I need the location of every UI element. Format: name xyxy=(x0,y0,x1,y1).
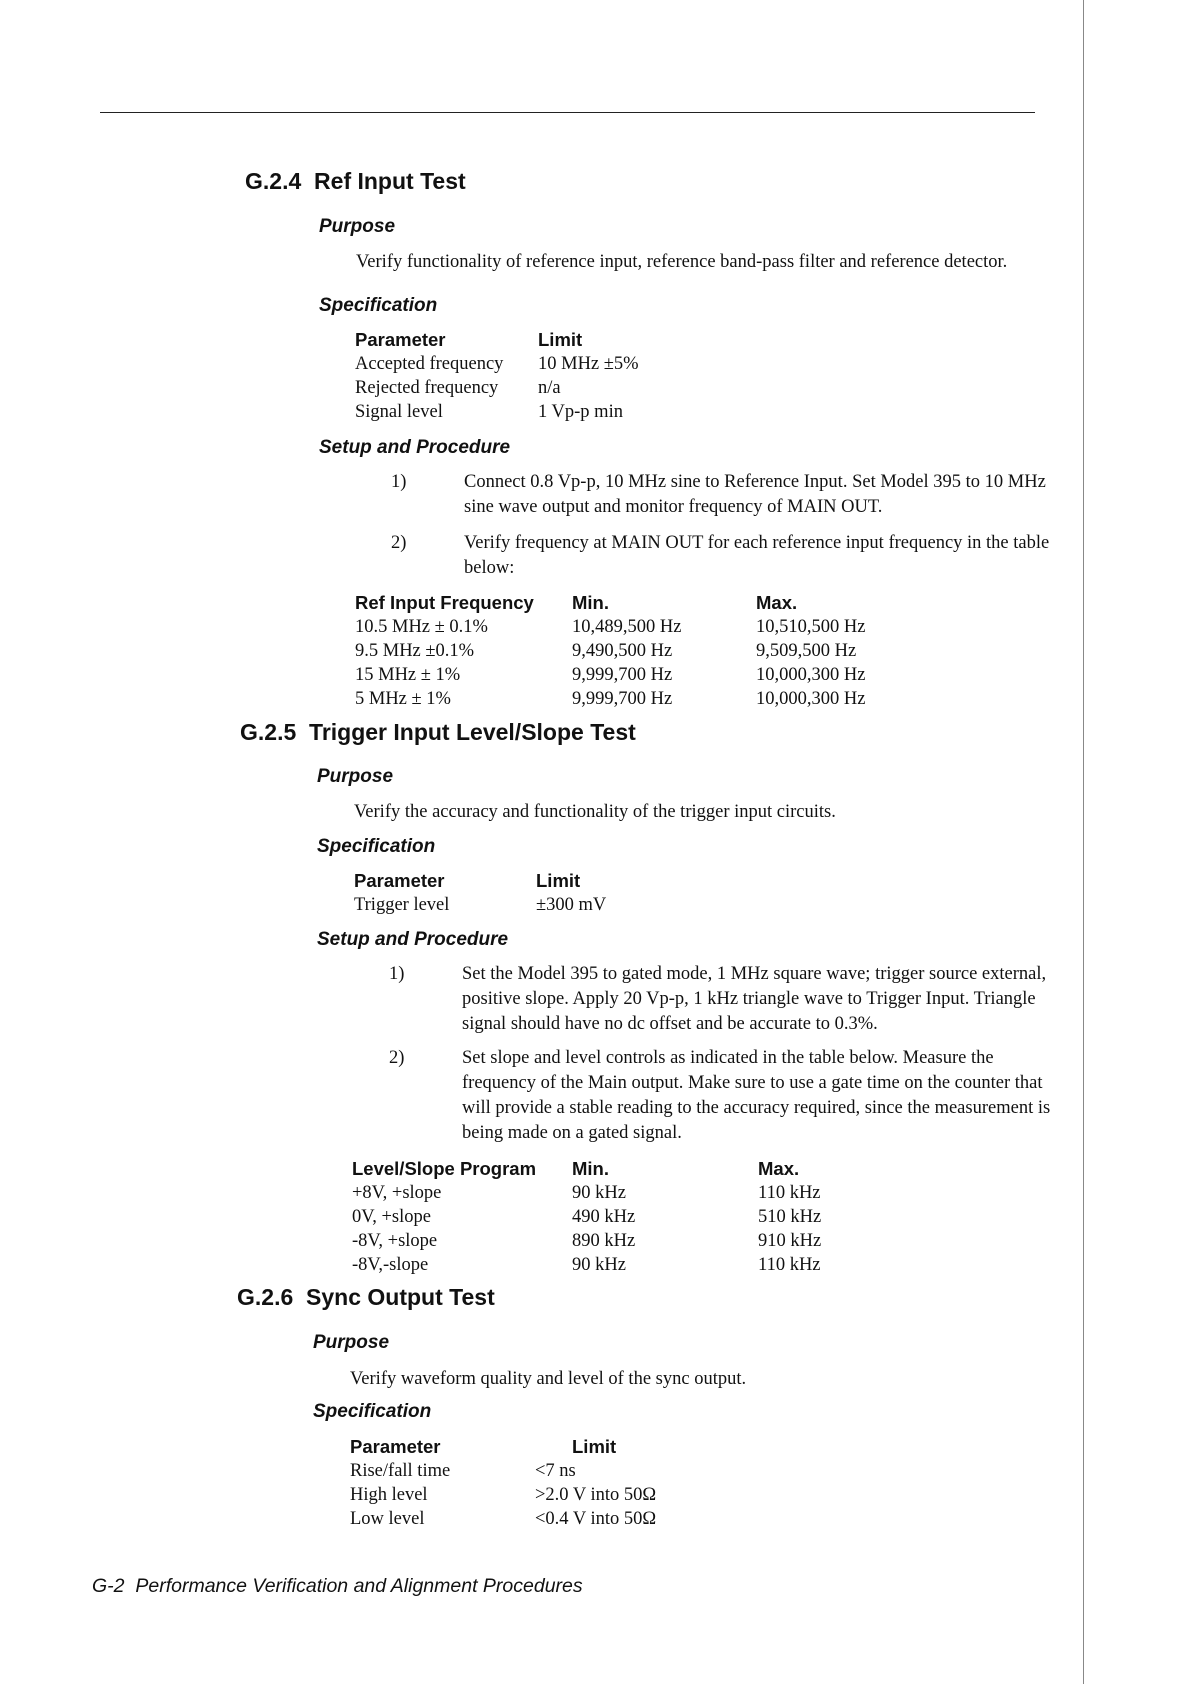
section-heading-g26 xyxy=(237,1284,495,1311)
specification-heading: Specification xyxy=(313,1401,432,1422)
table-cell: 9,509,500 Hz xyxy=(756,641,857,661)
table-cell: 90 kHz xyxy=(572,1183,626,1203)
table-cell: 15 MHz ± 1% xyxy=(355,665,461,685)
table-header: Level/Slope Program xyxy=(352,1158,537,1179)
page-edge-line xyxy=(1083,0,1084,1684)
spec-cell: Low level xyxy=(350,1509,425,1529)
step-text: Set slope and level controls as indicated in the table below. Measure the frequency of the Main output. Make sure to use a gate time on the counter that will provide a stable reading to the accuracy required, since the measurement is being made on a gated signal. xyxy=(462,1048,1051,1143)
spec-header-parameter: Parameter xyxy=(355,329,446,350)
section-number: G.2.6 xyxy=(237,1284,294,1310)
purpose-text: Verify functionality of reference input, reference band-pass filter and reference detector. xyxy=(356,252,1008,272)
step-text: Connect 0.8 Vp-p, 10 MHz sine to Reference Input. Set Model 395 to 10 MHz sine wave output and monitor frequency of MAIN OUT. xyxy=(464,472,1046,517)
specification-heading: Specification xyxy=(317,836,436,857)
spec-header-parameter: Parameter xyxy=(350,1436,441,1457)
purpose-heading: Purpose xyxy=(317,766,394,787)
spec-cell: 1 Vp-p min xyxy=(538,402,623,422)
section-title: Sync Output Test xyxy=(306,1284,495,1310)
step-text: Verify frequency at MAIN OUT for each reference input frequency in the table below: xyxy=(464,533,1050,578)
step-number: 1) xyxy=(389,964,405,984)
table-cell: 10,000,300 Hz xyxy=(756,689,866,709)
table-cell: -8V, +slope xyxy=(352,1231,438,1251)
table-cell: 10,000,300 Hz xyxy=(756,665,866,685)
table-cell: 490 kHz xyxy=(572,1207,636,1227)
step-number: 2) xyxy=(389,1048,405,1068)
table-header: Min. xyxy=(572,592,609,613)
table-cell: 110 kHz xyxy=(758,1183,821,1203)
spec-header-parameter: Parameter xyxy=(354,870,445,891)
spec-header-limit: Limit xyxy=(572,1436,617,1457)
table-cell: 110 kHz xyxy=(758,1255,821,1275)
spec-cell: n/a xyxy=(538,378,561,398)
table-header: Max. xyxy=(756,592,798,613)
section-number: G.2.5 xyxy=(240,719,297,745)
purpose-heading: Purpose xyxy=(313,1332,390,1353)
spec-header-limit: Limit xyxy=(536,870,581,891)
purpose-heading: Purpose xyxy=(319,216,396,237)
table-cell: 90 kHz xyxy=(572,1255,626,1275)
step-number: 1) xyxy=(391,472,407,492)
table-cell: +8V, +slope xyxy=(352,1183,442,1203)
setup-heading: Setup and Procedure xyxy=(319,437,511,458)
spec-cell: Trigger level xyxy=(354,895,450,915)
specification-heading: Specification xyxy=(319,295,438,316)
table-cell: 9,999,700 Hz xyxy=(572,689,673,709)
page-footer xyxy=(92,1575,583,1598)
table-cell: 9,490,500 Hz xyxy=(572,641,673,661)
table-cell: 9,999,700 Hz xyxy=(572,665,673,685)
table-header: Max. xyxy=(758,1158,800,1179)
spec-cell: Rise/fall time xyxy=(350,1461,451,1481)
purpose-text: Verify the accuracy and functionality of the trigger input circuits. xyxy=(354,802,836,822)
spec-cell: Accepted frequency xyxy=(355,354,504,374)
table-cell: 0V, +slope xyxy=(352,1207,431,1227)
spec-cell: ±300 mV xyxy=(536,895,607,915)
table-cell: -8V,-slope xyxy=(352,1255,429,1275)
purpose-text: Verify waveform quality and level of the sync output. xyxy=(350,1369,747,1389)
spec-cell: Rejected frequency xyxy=(355,378,499,398)
table-header: Ref Input Frequency xyxy=(355,592,534,613)
page-number: G-2 xyxy=(92,1575,125,1597)
header-rule xyxy=(100,112,1035,113)
step-text: Set the Model 395 to gated mode, 1 MHz square wave; trigger source external, positive slope. Apply 20 Vp-p, 1 kHz triangle wave to Trigger Input. Triangle signal should have no dc offset and be accurate to 0.3%. xyxy=(462,964,1047,1034)
section-heading-g24 xyxy=(245,168,466,195)
spec-header-limit: Limit xyxy=(538,329,583,350)
spec-cell: <0.4 V into 50Ω xyxy=(535,1509,657,1529)
spec-cell: High level xyxy=(350,1485,428,1505)
table-cell: 510 kHz xyxy=(758,1207,822,1227)
section-title: Trigger Input Level/Slope Test xyxy=(309,719,636,745)
table-cell: 910 kHz xyxy=(758,1231,822,1251)
table-cell: 890 kHz xyxy=(572,1231,636,1251)
table-cell: 10,489,500 Hz xyxy=(572,617,682,637)
section-heading-g25 xyxy=(240,719,636,746)
table-cell: 10.5 MHz ± 0.1% xyxy=(355,617,488,637)
section-number: G.2.4 xyxy=(245,168,302,194)
table-cell: 10,510,500 Hz xyxy=(756,617,866,637)
spec-cell: <7 ns xyxy=(535,1461,576,1481)
section-title: Ref Input Test xyxy=(314,168,466,194)
table-cell: 9.5 MHz ±0.1% xyxy=(355,641,475,661)
footer-title: Performance Verification and Alignment Procedures xyxy=(135,1575,583,1597)
table-header: Min. xyxy=(572,1158,609,1179)
spec-cell: Signal level xyxy=(355,402,443,422)
spec-cell: >2.0 V into 50Ω xyxy=(535,1485,657,1505)
step-number: 2) xyxy=(391,533,407,553)
spec-cell: 10 MHz ±5% xyxy=(538,354,639,374)
table-cell: 5 MHz ± 1% xyxy=(355,689,451,709)
setup-heading: Setup and Procedure xyxy=(317,929,509,950)
